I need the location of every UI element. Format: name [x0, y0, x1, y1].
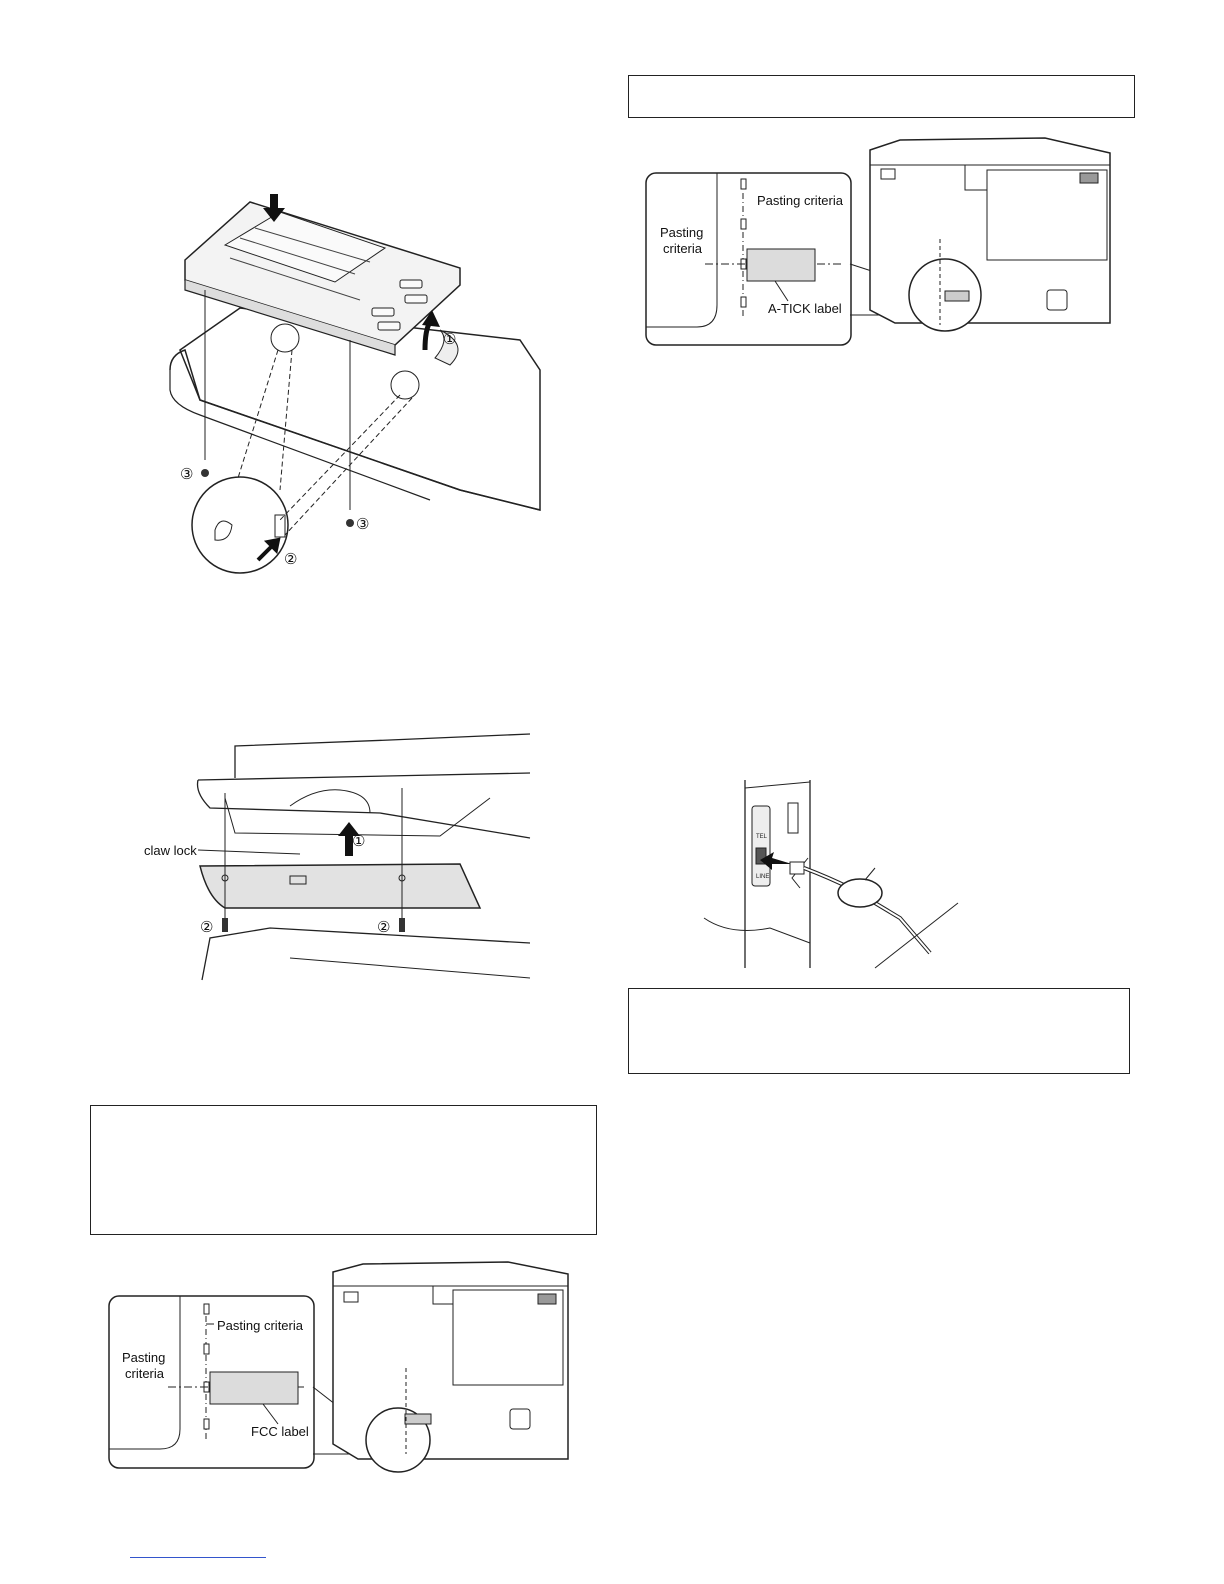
- callout-3-left: ③: [180, 466, 194, 483]
- jack-label-line: LINE: [756, 874, 770, 880]
- pasting-criteria-left-line2: criteria: [125, 1366, 165, 1381]
- note-box-middle-right: [628, 988, 1130, 1074]
- pasting-criteria-left-line1: Pasting: [122, 1350, 166, 1365]
- note-box-top-right: [628, 75, 1135, 118]
- claw-lock-drawing: [140, 718, 540, 988]
- jack-label-tel: TEL: [756, 834, 768, 840]
- fcc-label-name: FCC label: [251, 1424, 309, 1439]
- footer-link-underline[interactable]: [130, 1557, 266, 1558]
- line-cable-drawing: [700, 778, 965, 973]
- callout-1: ①: [352, 833, 366, 850]
- figure-fcc-label: [108, 1264, 578, 1470]
- callout-2-right: ②: [377, 919, 391, 936]
- figure-claw-lock-cover: [140, 718, 540, 988]
- callout-1: ①: [443, 331, 457, 348]
- note-box-bottom-left: [90, 1105, 597, 1235]
- operation-panel-drawing: [160, 190, 540, 610]
- figure-operation-panel: [160, 190, 540, 610]
- fcc-label-drawing: [108, 1264, 578, 1470]
- figure-line-cable: [700, 778, 965, 973]
- claw-lock-label: claw lock: [144, 843, 197, 858]
- pasting-criteria-left-line1: Pasting: [660, 225, 704, 240]
- atick-label-name: A-TICK label: [768, 301, 842, 316]
- callout-2-left: ②: [200, 919, 214, 936]
- pasting-criteria-top: Pasting criteria: [217, 1318, 303, 1333]
- pasting-criteria-top: Pasting criteria: [757, 193, 843, 208]
- atick-label-drawing: [645, 135, 1115, 347]
- callout-3-right: ③: [356, 516, 370, 533]
- pasting-criteria-left-line2: criteria: [663, 241, 703, 256]
- callout-2: ②: [284, 551, 298, 568]
- figure-atick-label: [645, 135, 1115, 347]
